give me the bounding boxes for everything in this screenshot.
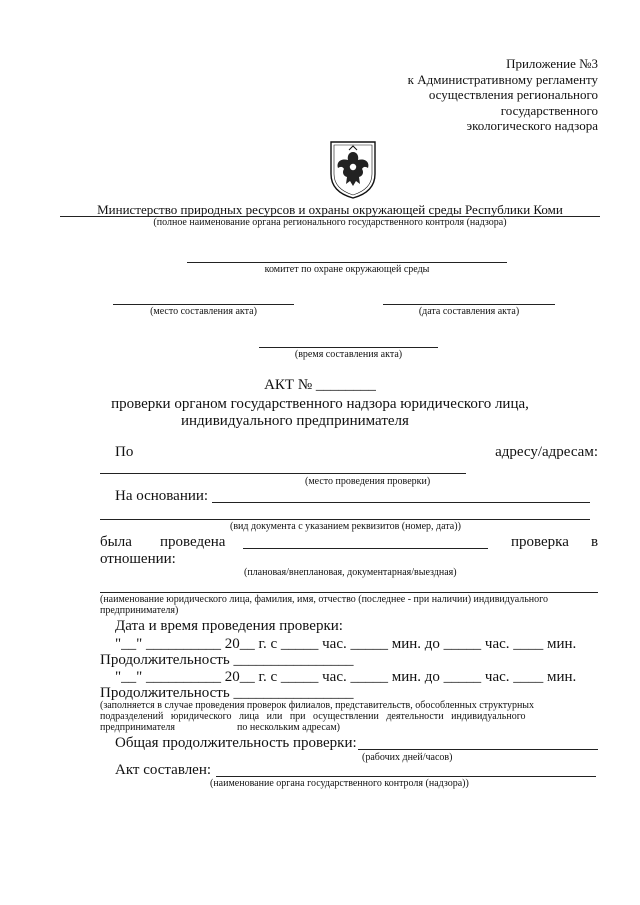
committee-caption: комитет по охране окружающей среды xyxy=(264,264,430,275)
datetime-row-1: "__" __________ 20__ г. с _____ час. _____ мин. до _____ час. ____ мин. xyxy=(115,636,577,652)
conducted-word-2: проведена xyxy=(160,534,226,550)
total-caption: (рабочих дней/часов) xyxy=(362,752,453,763)
appendix-line-3: осуществления регионального xyxy=(428,87,598,102)
date-line xyxy=(383,304,555,305)
note-line-3b: по нескольким адресам) xyxy=(237,722,341,733)
conducted-word-3: проверка xyxy=(511,534,569,550)
place-caption: (место составления акта) xyxy=(150,306,257,317)
address-line xyxy=(100,473,466,474)
datetime-label: Дата и время проведения проверки: xyxy=(115,618,343,634)
note-line-1: (заполняется в случае проведения проверок филиалов, представительств, обособленных структурных xyxy=(100,700,535,711)
address-caption-text: (место проведения проверки) xyxy=(305,476,431,487)
total-line xyxy=(358,749,598,750)
appendix-line-1: Приложение №3 xyxy=(506,56,598,71)
place-line xyxy=(113,304,294,305)
entity-line xyxy=(100,592,598,593)
appendix-line-4: государственного xyxy=(500,102,598,118)
basis-line-2 xyxy=(100,519,590,520)
total-label: Общая продолжительность проверки: xyxy=(115,735,357,751)
appendix-line-5: экологического надзора xyxy=(466,118,598,133)
compiled-caption: (наименование органа государственного контроля (надзора)) xyxy=(210,778,469,789)
note-line-2: подразделений юридического лица или при осуществлении деятельности индивидуального xyxy=(100,711,526,722)
basis-caption: (вид документа с указанием реквизитов (номер, дата)) xyxy=(230,521,461,532)
ministry-name: Министерство природных ресурсов и охраны окружающей среды Республики Коми xyxy=(97,202,563,217)
datetime-row-2: "__" __________ 20__ г. с _____ час. _____ мин. до _____ час. ____ мин. xyxy=(115,669,577,685)
duration-row-1: Продолжительность ________________ xyxy=(100,652,354,668)
compiled-line xyxy=(216,776,596,777)
entity-caption-2: предпринимателя) xyxy=(100,605,179,616)
act-title: АКТ № ________ xyxy=(264,377,376,393)
appendix-block xyxy=(408,56,598,134)
conducted-word-4: в xyxy=(591,534,599,550)
conducted-word-5: отношении: xyxy=(100,551,176,567)
time-line xyxy=(259,347,438,348)
basis-line-1 xyxy=(212,502,590,503)
conducted-line xyxy=(243,548,488,549)
address-label: адресу/адресам: xyxy=(495,444,598,460)
act-subtitle-1: проверки органом государственного надзора юридического лица, xyxy=(111,396,529,412)
ministry-caption: (полное наименование органа регионального государственного контроля (надзора) xyxy=(153,217,507,228)
conducted-caption: (плановая/внеплановая, документарная/выездная) xyxy=(244,567,457,578)
note-line-3a: предпринимателя xyxy=(100,722,175,733)
committee-line xyxy=(187,262,507,263)
basis-label: На основании: xyxy=(115,488,209,504)
conducted-word-1: была xyxy=(100,534,132,550)
coat-of-arms-icon xyxy=(327,138,379,200)
duration-row-2: Продолжительность ________________ xyxy=(100,685,354,701)
date-caption: (дата составления акта) xyxy=(418,306,520,317)
appendix-line-2: к Административному регламенту xyxy=(407,71,598,87)
act-subtitle-2: индивидуального предпринимателя xyxy=(181,413,409,429)
time-caption: (время составления акта) xyxy=(294,349,403,360)
entity-caption-1: (наименование юридического лица, фамилия, имя, отчество (последнее - при наличии) индивидуального xyxy=(100,594,548,605)
address-po: По xyxy=(115,444,134,460)
compiled-label: Акт составлен: xyxy=(115,762,212,778)
